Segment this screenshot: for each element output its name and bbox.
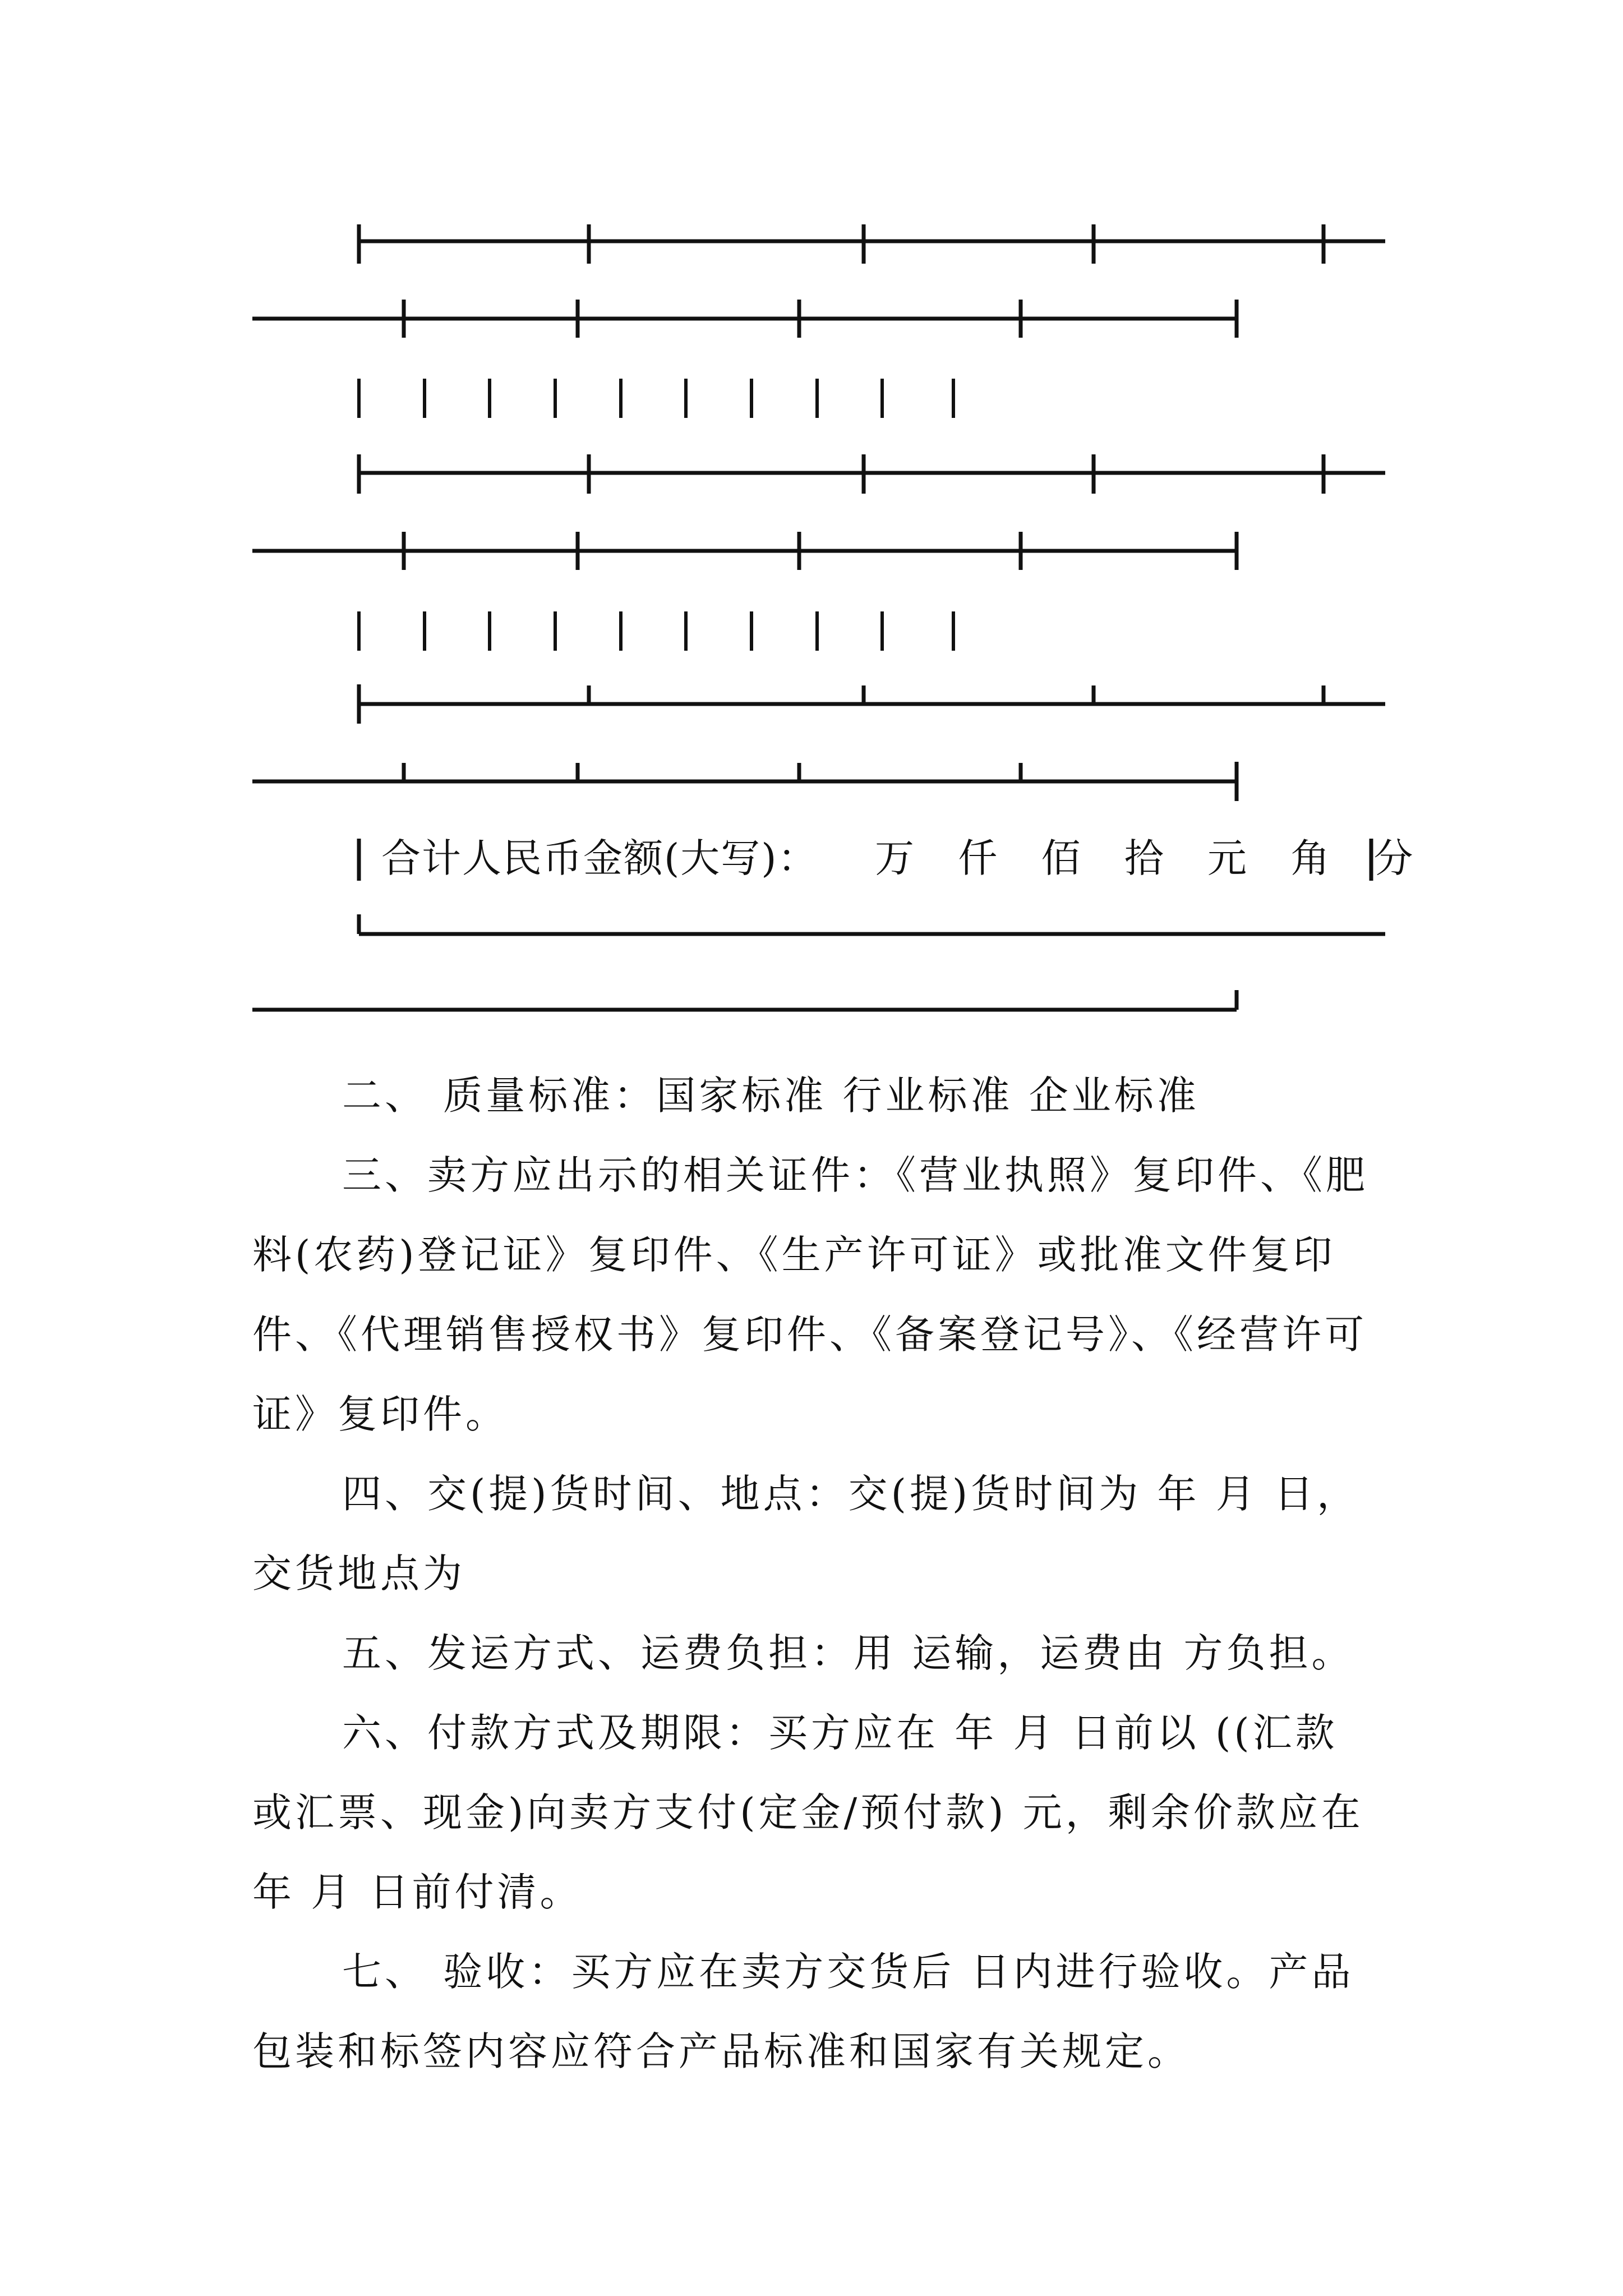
total-amount-label: 合计人民币金额(大写)： <box>381 835 818 881</box>
table-column-separators-2 <box>359 611 953 651</box>
clause-3-certificates: 三、卖方应出示的相关证件：《营业执照》复印件、《肥料(农药)登记证》复印件、《生产许可证》或批准文件复印件、《代理销售授权书》复印件、《备案登记号》、《经营许可证》复印件。 <box>252 1152 1368 1437</box>
table-total-row <box>359 825 1414 892</box>
clause-2-quality-standard: 二、 质量标准：国家标准 行业标准 企业标准 <box>342 1073 1200 1119</box>
table-segment-1 <box>252 224 1385 338</box>
contract-clauses <box>252 1056 1380 2091</box>
clause-4-delivery-time-place: 四、交(提)货时间、地点：交(提)货时间为 年 月 日，交货地点为 <box>252 1471 1359 1596</box>
table-segment-3 <box>252 684 1385 801</box>
table-column-separators-1 <box>359 379 953 418</box>
clause-6-payment-terms: 六、付款方式及期限：买方应在 年 月 日前以 ((汇款或汇票、现金)向卖方支付(定金/预付款) 元，剩余价款应在 年 月 日前付清。 <box>252 1710 1380 1915</box>
table-segment-2 <box>252 454 1385 570</box>
total-amount-units: 万 仟 佰 拾 元 角 分 <box>875 835 1414 881</box>
clause-5-shipping-freight: 五、发运方式、运费负担：用 运输，运费由 方负担。 <box>342 1630 1354 1676</box>
clause-7-acceptance: 七、 验收：买方应在卖方交货后 日内进行验收。产品包装和标签内容应符合产品标准和国家有关规定。 <box>252 1949 1354 2074</box>
